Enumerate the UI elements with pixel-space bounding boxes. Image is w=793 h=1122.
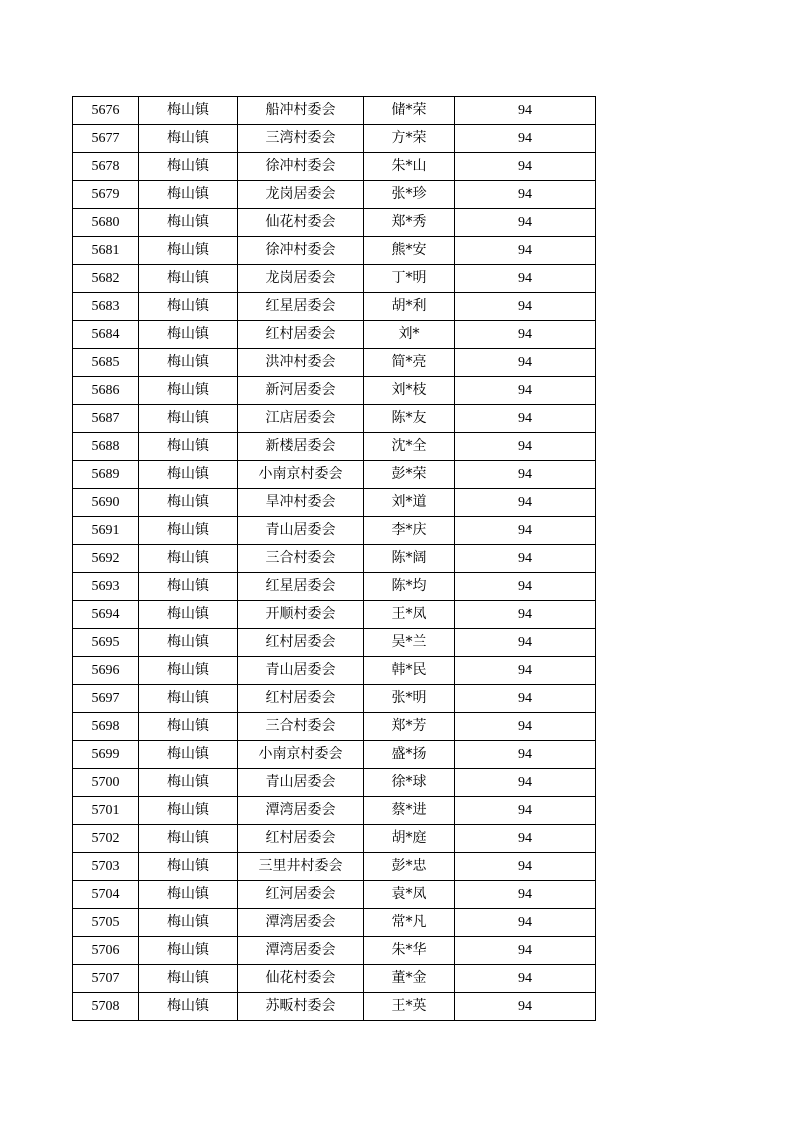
town-cell: 梅山镇 (139, 853, 238, 881)
table-row (73, 125, 596, 153)
row-number-cell: 5686 (73, 377, 139, 405)
table-row (73, 433, 596, 461)
committee-cell: 红河居委会 (238, 881, 364, 909)
town-cell: 梅山镇 (139, 97, 238, 125)
committee-cell: 小南京村委会 (238, 461, 364, 489)
town-cell: 梅山镇 (139, 433, 238, 461)
person-name-cell: 吴*兰 (364, 629, 455, 657)
town-cell: 梅山镇 (139, 181, 238, 209)
town-cell: 梅山镇 (139, 601, 238, 629)
row-number-cell: 5685 (73, 349, 139, 377)
table-row (73, 825, 596, 853)
committee-cell: 新河居委会 (238, 377, 364, 405)
table-row (73, 377, 596, 405)
table-row (73, 489, 596, 517)
score-cell: 94 (455, 601, 596, 629)
score-cell: 94 (455, 685, 596, 713)
row-number-cell: 5683 (73, 293, 139, 321)
person-name-cell: 储*荣 (364, 97, 455, 125)
town-cell: 梅山镇 (139, 573, 238, 601)
score-cell: 94 (455, 181, 596, 209)
score-cell: 94 (455, 433, 596, 461)
town-cell: 梅山镇 (139, 937, 238, 965)
committee-cell: 青山居委会 (238, 657, 364, 685)
town-cell: 梅山镇 (139, 237, 238, 265)
table-row (73, 181, 596, 209)
person-name-cell: 熊*安 (364, 237, 455, 265)
row-number-cell: 5694 (73, 601, 139, 629)
town-cell: 梅山镇 (139, 125, 238, 153)
row-number-cell: 5702 (73, 825, 139, 853)
committee-cell: 徐冲村委会 (238, 153, 364, 181)
row-number-cell: 5703 (73, 853, 139, 881)
score-cell: 94 (455, 265, 596, 293)
town-cell: 梅山镇 (139, 909, 238, 937)
town-cell: 梅山镇 (139, 657, 238, 685)
committee-cell: 江店居委会 (238, 405, 364, 433)
person-name-cell: 刘*道 (364, 489, 455, 517)
row-number-cell: 5676 (73, 97, 139, 125)
row-number-cell: 5707 (73, 965, 139, 993)
row-number-cell: 5697 (73, 685, 139, 713)
committee-cell: 三合村委会 (238, 545, 364, 573)
committee-cell: 旱冲村委会 (238, 489, 364, 517)
committee-cell: 三里井村委会 (238, 853, 364, 881)
score-cell: 94 (455, 853, 596, 881)
committee-cell: 开顺村委会 (238, 601, 364, 629)
committee-cell: 潭湾居委会 (238, 937, 364, 965)
table-body (73, 97, 596, 1021)
committee-cell: 洪冲村委会 (238, 349, 364, 377)
committee-cell: 龙岗居委会 (238, 181, 364, 209)
committee-cell: 红星居委会 (238, 573, 364, 601)
person-name-cell: 朱*山 (364, 153, 455, 181)
score-cell: 94 (455, 825, 596, 853)
person-name-cell: 常*凡 (364, 909, 455, 937)
score-cell: 94 (455, 993, 596, 1021)
town-cell: 梅山镇 (139, 825, 238, 853)
committee-cell: 红村居委会 (238, 321, 364, 349)
row-number-cell: 5693 (73, 573, 139, 601)
person-name-cell: 朱*华 (364, 937, 455, 965)
town-cell: 梅山镇 (139, 489, 238, 517)
committee-cell: 船冲村委会 (238, 97, 364, 125)
person-name-cell: 刘*枝 (364, 377, 455, 405)
town-cell: 梅山镇 (139, 461, 238, 489)
table-row (73, 545, 596, 573)
committee-cell: 红村居委会 (238, 825, 364, 853)
table-row (73, 461, 596, 489)
table-row (73, 965, 596, 993)
score-cell: 94 (455, 209, 596, 237)
row-number-cell: 5698 (73, 713, 139, 741)
person-name-cell: 方*荣 (364, 125, 455, 153)
row-number-cell: 5706 (73, 937, 139, 965)
score-cell: 94 (455, 517, 596, 545)
data-table (72, 96, 596, 1021)
committee-cell: 小南京村委会 (238, 741, 364, 769)
person-name-cell: 张*珍 (364, 181, 455, 209)
table-row (73, 657, 596, 685)
table-row (73, 601, 596, 629)
table-row (73, 293, 596, 321)
score-cell: 94 (455, 153, 596, 181)
row-number-cell: 5695 (73, 629, 139, 657)
person-name-cell: 陈*友 (364, 405, 455, 433)
person-name-cell: 胡*利 (364, 293, 455, 321)
table-row (73, 881, 596, 909)
town-cell: 梅山镇 (139, 377, 238, 405)
score-cell: 94 (455, 629, 596, 657)
row-number-cell: 5677 (73, 125, 139, 153)
person-name-cell: 王*凤 (364, 601, 455, 629)
town-cell: 梅山镇 (139, 349, 238, 377)
table-row (73, 909, 596, 937)
committee-cell: 三合村委会 (238, 713, 364, 741)
town-cell: 梅山镇 (139, 517, 238, 545)
score-cell: 94 (455, 349, 596, 377)
person-name-cell: 蔡*进 (364, 797, 455, 825)
row-number-cell: 5708 (73, 993, 139, 1021)
row-number-cell: 5700 (73, 769, 139, 797)
town-cell: 梅山镇 (139, 993, 238, 1021)
row-number-cell: 5682 (73, 265, 139, 293)
committee-cell: 青山居委会 (238, 517, 364, 545)
row-number-cell: 5696 (73, 657, 139, 685)
table-row (73, 349, 596, 377)
person-name-cell: 简*亮 (364, 349, 455, 377)
score-cell: 94 (455, 965, 596, 993)
row-number-cell: 5705 (73, 909, 139, 937)
row-number-cell: 5699 (73, 741, 139, 769)
person-name-cell: 张*明 (364, 685, 455, 713)
table-row (73, 685, 596, 713)
table-row (73, 629, 596, 657)
table-row (73, 517, 596, 545)
score-cell: 94 (455, 937, 596, 965)
table-row (73, 937, 596, 965)
person-name-cell: 刘* (364, 321, 455, 349)
score-cell: 94 (455, 321, 596, 349)
table-row (73, 321, 596, 349)
committee-cell: 新楼居委会 (238, 433, 364, 461)
table-row (73, 993, 596, 1021)
committee-cell: 红村居委会 (238, 629, 364, 657)
table-row (73, 853, 596, 881)
score-cell: 94 (455, 741, 596, 769)
row-number-cell: 5681 (73, 237, 139, 265)
person-name-cell: 郑*芳 (364, 713, 455, 741)
row-number-cell: 5689 (73, 461, 139, 489)
score-cell: 94 (455, 909, 596, 937)
town-cell: 梅山镇 (139, 153, 238, 181)
table-row (73, 741, 596, 769)
town-cell: 梅山镇 (139, 405, 238, 433)
person-name-cell: 彭*忠 (364, 853, 455, 881)
score-cell: 94 (455, 545, 596, 573)
committee-cell: 红村居委会 (238, 685, 364, 713)
town-cell: 梅山镇 (139, 965, 238, 993)
row-number-cell: 5680 (73, 209, 139, 237)
committee-cell: 三湾村委会 (238, 125, 364, 153)
score-cell: 94 (455, 797, 596, 825)
town-cell: 梅山镇 (139, 797, 238, 825)
person-name-cell: 盛*扬 (364, 741, 455, 769)
table-row (73, 237, 596, 265)
town-cell: 梅山镇 (139, 713, 238, 741)
person-name-cell: 徐*球 (364, 769, 455, 797)
person-name-cell: 李*庆 (364, 517, 455, 545)
score-cell: 94 (455, 489, 596, 517)
row-number-cell: 5690 (73, 489, 139, 517)
score-cell: 94 (455, 237, 596, 265)
committee-cell: 仙花村委会 (238, 209, 364, 237)
person-name-cell: 董*金 (364, 965, 455, 993)
person-name-cell: 韩*民 (364, 657, 455, 685)
score-cell: 94 (455, 461, 596, 489)
town-cell: 梅山镇 (139, 685, 238, 713)
score-cell: 94 (455, 713, 596, 741)
row-number-cell: 5679 (73, 181, 139, 209)
town-cell: 梅山镇 (139, 209, 238, 237)
score-cell: 94 (455, 881, 596, 909)
person-name-cell: 王*英 (364, 993, 455, 1021)
committee-cell: 龙岗居委会 (238, 265, 364, 293)
row-number-cell: 5704 (73, 881, 139, 909)
committee-cell: 仙花村委会 (238, 965, 364, 993)
committee-cell: 潭湾居委会 (238, 797, 364, 825)
town-cell: 梅山镇 (139, 629, 238, 657)
row-number-cell: 5688 (73, 433, 139, 461)
score-cell: 94 (455, 125, 596, 153)
score-cell: 94 (455, 769, 596, 797)
committee-cell: 青山居委会 (238, 769, 364, 797)
committee-cell: 潭湾居委会 (238, 909, 364, 937)
score-cell: 94 (455, 97, 596, 125)
row-number-cell: 5684 (73, 321, 139, 349)
committee-cell: 红星居委会 (238, 293, 364, 321)
person-name-cell: 陈*均 (364, 573, 455, 601)
committee-cell: 苏畈村委会 (238, 993, 364, 1021)
town-cell: 梅山镇 (139, 321, 238, 349)
person-name-cell: 袁*凤 (364, 881, 455, 909)
town-cell: 梅山镇 (139, 293, 238, 321)
row-number-cell: 5691 (73, 517, 139, 545)
row-number-cell: 5687 (73, 405, 139, 433)
table-row (73, 153, 596, 181)
score-cell: 94 (455, 377, 596, 405)
town-cell: 梅山镇 (139, 545, 238, 573)
town-cell: 梅山镇 (139, 741, 238, 769)
table-row (73, 573, 596, 601)
table-row (73, 209, 596, 237)
committee-cell: 徐冲村委会 (238, 237, 364, 265)
row-number-cell: 5692 (73, 545, 139, 573)
person-name-cell: 丁*明 (364, 265, 455, 293)
table-row (73, 405, 596, 433)
row-number-cell: 5701 (73, 797, 139, 825)
table-row (73, 769, 596, 797)
town-cell: 梅山镇 (139, 769, 238, 797)
person-name-cell: 彭*荣 (364, 461, 455, 489)
person-name-cell: 胡*庭 (364, 825, 455, 853)
score-cell: 94 (455, 405, 596, 433)
town-cell: 梅山镇 (139, 881, 238, 909)
person-name-cell: 郑*秀 (364, 209, 455, 237)
score-cell: 94 (455, 657, 596, 685)
score-cell: 94 (455, 293, 596, 321)
table-row (73, 97, 596, 125)
score-cell: 94 (455, 573, 596, 601)
person-name-cell: 陈*阔 (364, 545, 455, 573)
table-row (73, 265, 596, 293)
town-cell: 梅山镇 (139, 265, 238, 293)
row-number-cell: 5678 (73, 153, 139, 181)
table-row (73, 713, 596, 741)
table-row (73, 797, 596, 825)
person-name-cell: 沈*全 (364, 433, 455, 461)
